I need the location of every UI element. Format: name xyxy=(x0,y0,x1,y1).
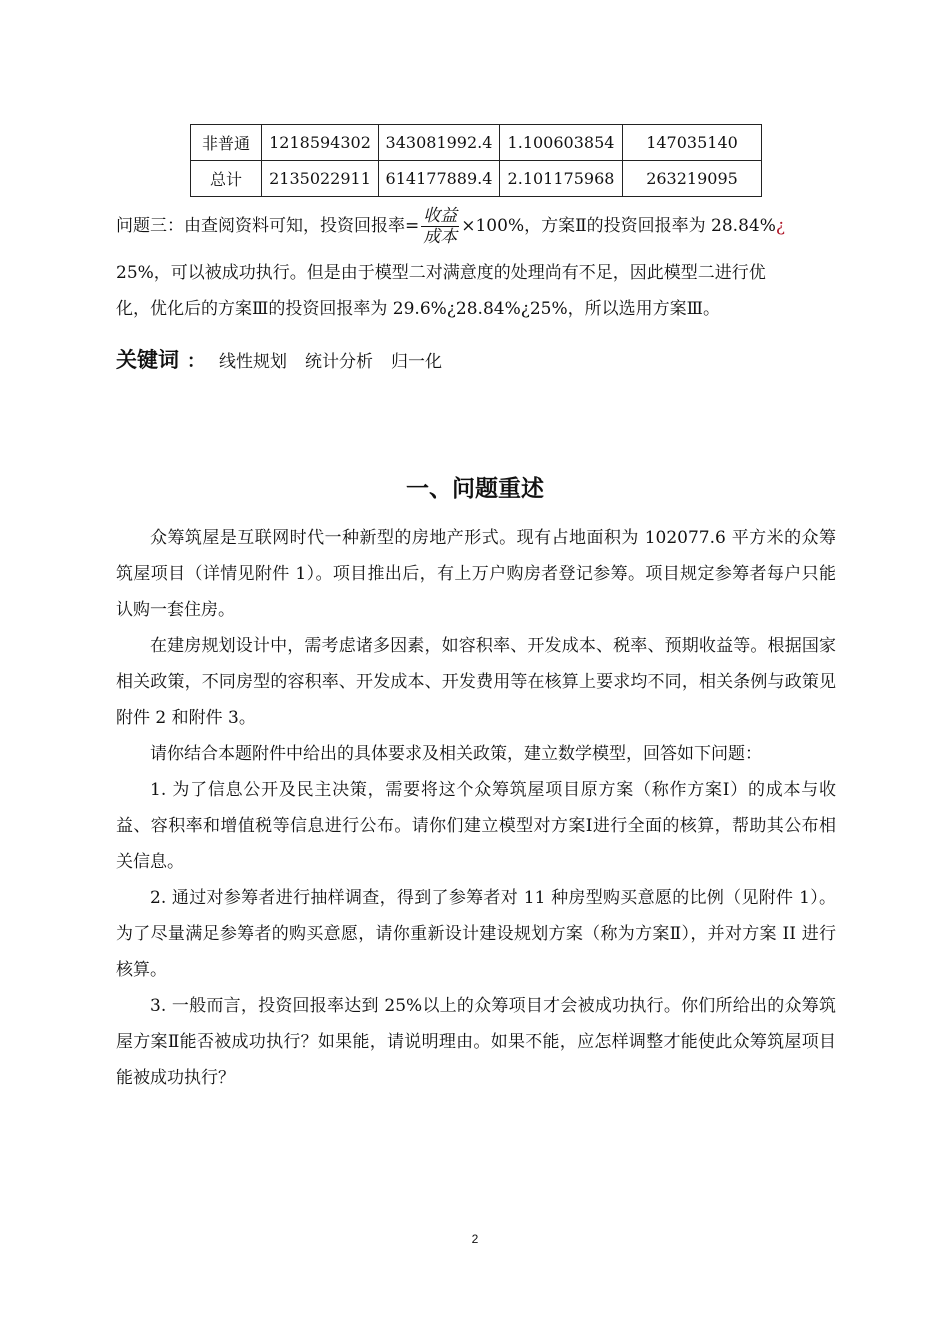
table-cell: 343081992.4 xyxy=(379,125,500,161)
paragraph: 1. 为了信息公开及民主决策，需要将这个众筹筑屋项目原方案（称作方案Ⅰ）的成本与收益、容积率和增值税等信息进行公布。请你们建立模型对方案Ⅰ进行全面的核算，帮助其公布相关信息。 xyxy=(116,780,836,872)
keyword: 统计分析 xyxy=(305,352,373,372)
table-cell: 2.101175968 xyxy=(500,161,623,197)
paragraph: 请你结合本题附件中给出的具体要求及相关政策，建立数学模型，回答如下问题： xyxy=(150,744,762,764)
results-table xyxy=(190,124,762,197)
table-cell: 2135022911 xyxy=(262,161,379,197)
table-cell: 总计 xyxy=(191,161,262,197)
formula-denominator: 成本 xyxy=(423,227,458,247)
keywords-label: 关键词 xyxy=(116,348,179,372)
paragraph: 3. 一般而言，投资回报率达到 25%以上的众筹项目才会被成功执行。你们所给出的众筹筑屋方案Ⅱ能否被成功执行？如果能，请说明理由。如果不能，应怎样调整才能使此众筹筑屋项目能被成功执行？ xyxy=(116,996,836,1088)
table-row xyxy=(191,161,762,197)
q3-line-2: 25%，可以被成功执行。但是由于模型二对满意度的处理尚有不足，因此模型二进行优 xyxy=(116,263,766,283)
table-cell: 263219095 xyxy=(623,161,762,197)
paragraph: 在建房规划设计中，需考虑诸多因素，如容积率、开发成本、税率、预期收益等。根据国家相关政策，不同房型的容积率、开发成本、开发费用等在核算上要求均不同，相关条例与政策见附件 2 和附件 3。 xyxy=(116,636,836,728)
page-number: 2 xyxy=(471,1232,479,1246)
paragraph: 众筹筑屋是互联网时代一种新型的房地产形式。现有占地面积为 102077.6 平方米的众筹筑屋项目（详情见附件 1）。项目推出后，有上万户购房者登记参筹。项目规定参筹者每户只能认购一套住房。 xyxy=(116,528,836,620)
table-row xyxy=(191,125,762,161)
keywords-line xyxy=(116,344,460,374)
q3-line-3: 化，优化后的方案Ⅲ的投资回报率为 29.6%¿28.84%¿25%，所以选用方案Ⅲ。 xyxy=(116,299,721,319)
table-cell: 非普通 xyxy=(191,125,262,161)
formula-numerator: 收益 xyxy=(423,206,458,226)
q3-mark: ¿ xyxy=(775,216,785,236)
paragraph: 2. 通过对参筹者进行抽样调查，得到了参筹者对 11 种房型购买意愿的比例（见附件 1）。为了尽量满足参筹者的购买意愿，请你重新设计建设规划方案（称为方案Ⅱ），并对方案 II 进行核算。 xyxy=(116,888,836,980)
keyword: 归一化 xyxy=(391,352,442,372)
q3-mid: ×100%，方案Ⅱ的投资回报率为 28.84% xyxy=(461,216,776,236)
q3-prefix: 问题三：由查阅资料可知，投资回报率= xyxy=(116,216,420,236)
keyword: 线性规划 xyxy=(219,352,287,372)
table-cell: 147035140 xyxy=(623,125,762,161)
formula-fraction xyxy=(421,206,459,247)
keywords-colon: ： xyxy=(187,351,205,372)
table-cell: 614177889.4 xyxy=(379,161,500,197)
table-cell: 1218594302 xyxy=(262,125,379,161)
q3-line-1 xyxy=(116,206,785,247)
section-title: 一、问题重述 xyxy=(406,476,544,502)
table-cell: 1.100603854 xyxy=(500,125,623,161)
